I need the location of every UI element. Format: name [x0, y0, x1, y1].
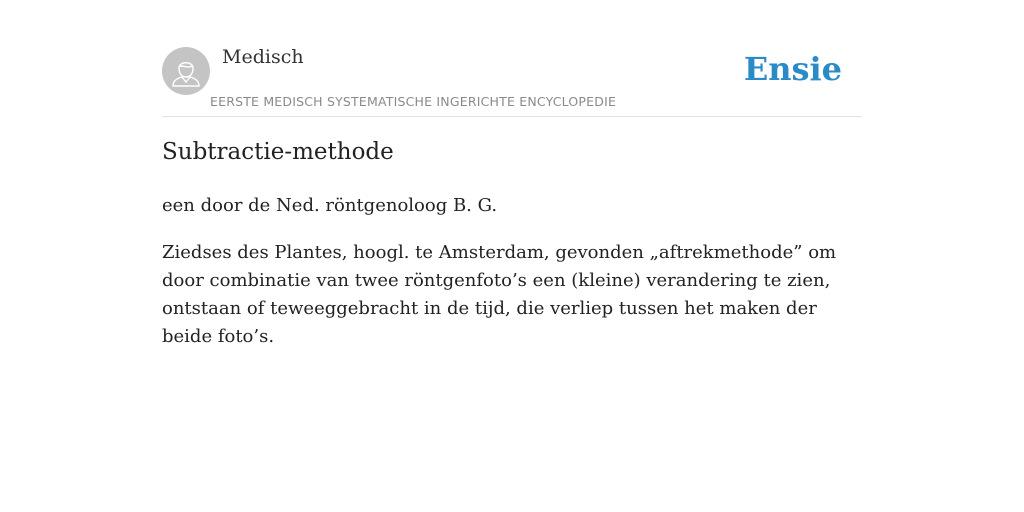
- source-header: [162, 0, 862, 117]
- user-icon: [162, 47, 210, 95]
- source-name[interactable]: Medisch: [222, 46, 304, 68]
- article-title: Subtractie-methode: [162, 139, 394, 165]
- page-container: [162, 0, 862, 347]
- ensie-logo[interactable]: Ensie: [743, 50, 842, 88]
- avatar[interactable]: [162, 47, 210, 95]
- article-paragraph-1: een door de Ned. röntgenoloog B. G.: [162, 195, 498, 216]
- source-subtitle: EERSTE MEDISCH SYSTEMATISCHE INGERICHTE ENCYCLOPEDIE: [210, 94, 617, 109]
- article-paragraph-2: Ziedses des Plantes, hoogl. te Amsterdam, gevonden „aftrekmethode” om door combinatie van twee röntgenfoto’s een (kleine) verandering te zien, ontstaan of teweeggebracht in de tijd, die verliep tussen het maken der beide foto’s.: [162, 242, 837, 347]
